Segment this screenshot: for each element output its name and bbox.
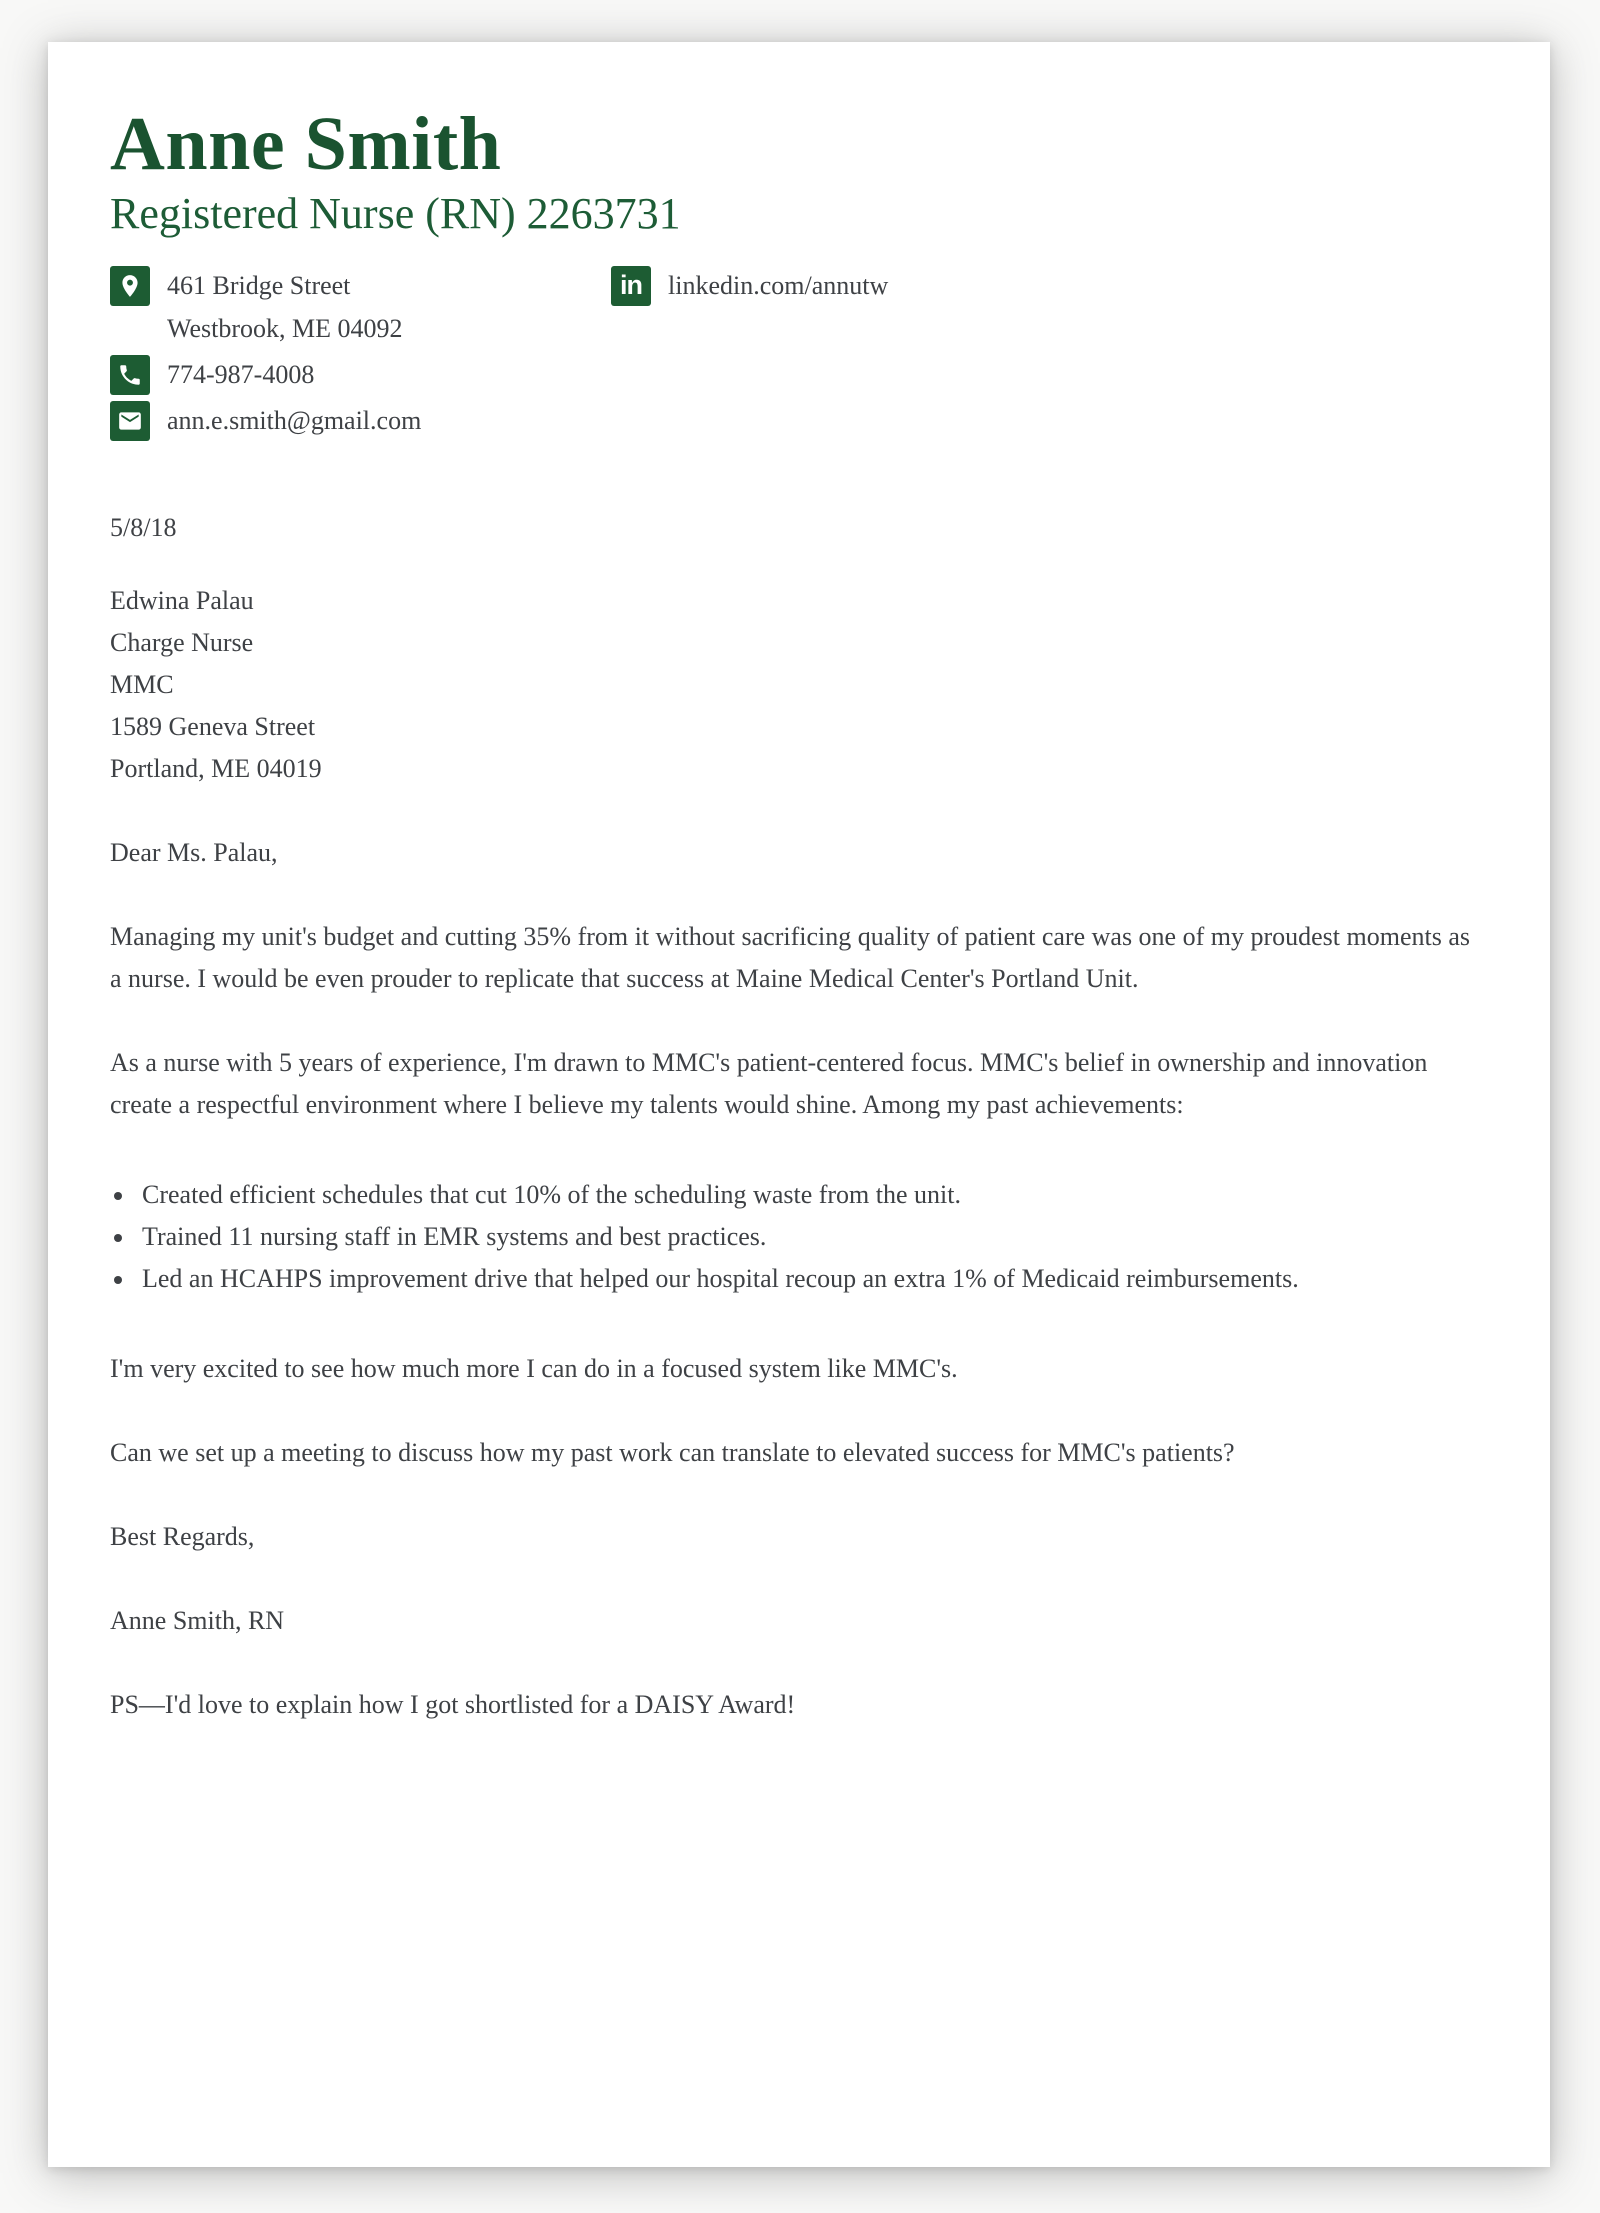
paragraph-4: Can we set up a meeting to discuss how my past work can translate to elevated success for MMC's patients? [110,1438,1235,1468]
contact-info [110,264,1484,445]
phone-text: 774-987-4008 [167,360,315,390]
list-item: • Created efficient schedules that cut 10% of the scheduling waste from the unit. [136,1174,1484,1216]
phone-icon [110,355,150,395]
list-item: • Led an HCAHPS improvement drive that helped our hospital recoup an extra 1% of Medicaid reimbursements. [136,1258,1484,1300]
postscript: PS—I'd love to explain how I got shortlisted for a DAISY Award! [110,1690,796,1720]
page-title: Anne Smith [110,102,502,186]
letter-date: 5/8/18 [110,513,177,543]
recipient-company: MMC [110,670,174,700]
contact-row-email [110,399,611,442]
recipient-street: 1589 Geneva Street [110,712,316,742]
achievement-list [110,1174,1484,1300]
contact-column-left [110,264,611,445]
address-text [167,264,403,350]
recipient-title: Charge Nurse [110,628,254,658]
signature: Anne Smith, RN [110,1606,285,1636]
letter-body [110,507,1484,1726]
paragraph-3: I'm very excited to see how much more I can do in a focused system like MMC's. [110,1354,958,1384]
recipient-block [110,580,1484,790]
address-line-1: 461 Bridge Street [167,271,351,301]
closing: Best Regards, [110,1522,255,1552]
cover-letter-page [48,42,1550,2167]
contact-column-right [611,264,1484,310]
linkedin-text: linkedin.com/annutw [668,271,889,301]
location-pin-icon [110,266,150,306]
contact-row-phone [110,353,611,396]
job-title-subtitle: Registered Nurse (RN) 2263731 [110,189,681,238]
contact-row-address [110,264,611,350]
envelope-icon [110,401,150,441]
linkedin-icon: in [611,266,651,306]
email-text: ann.e.smith@gmail.com [167,406,422,436]
list-item: • Trained 11 nursing staff in EMR systems and best practices. [136,1216,1484,1258]
salutation: Dear Ms. Palau, [110,838,278,868]
address-line-2: Westbrook, ME 04092 [167,314,403,344]
paragraph-1: Managing my unit's budget and cutting 35% from it without sacrificing quality of patient care was one of my proudest moments as a nurse. I would be even prouder to replicate that success at Maine Medical Center's Portland Unit. [110,922,1471,994]
paragraph-2: As a nurse with 5 years of experience, I'm drawn to MMC's patient-centered focus. MMC's belief in ownership and innovation create a respectful environment where I believe my talents would shine. Among my past achievements: [110,1048,1428,1120]
recipient-name: Edwina Palau [110,586,254,616]
contact-row-linkedin [611,264,1484,307]
recipient-city: Portland, ME 04019 [110,754,322,784]
letter-header [110,102,1484,445]
